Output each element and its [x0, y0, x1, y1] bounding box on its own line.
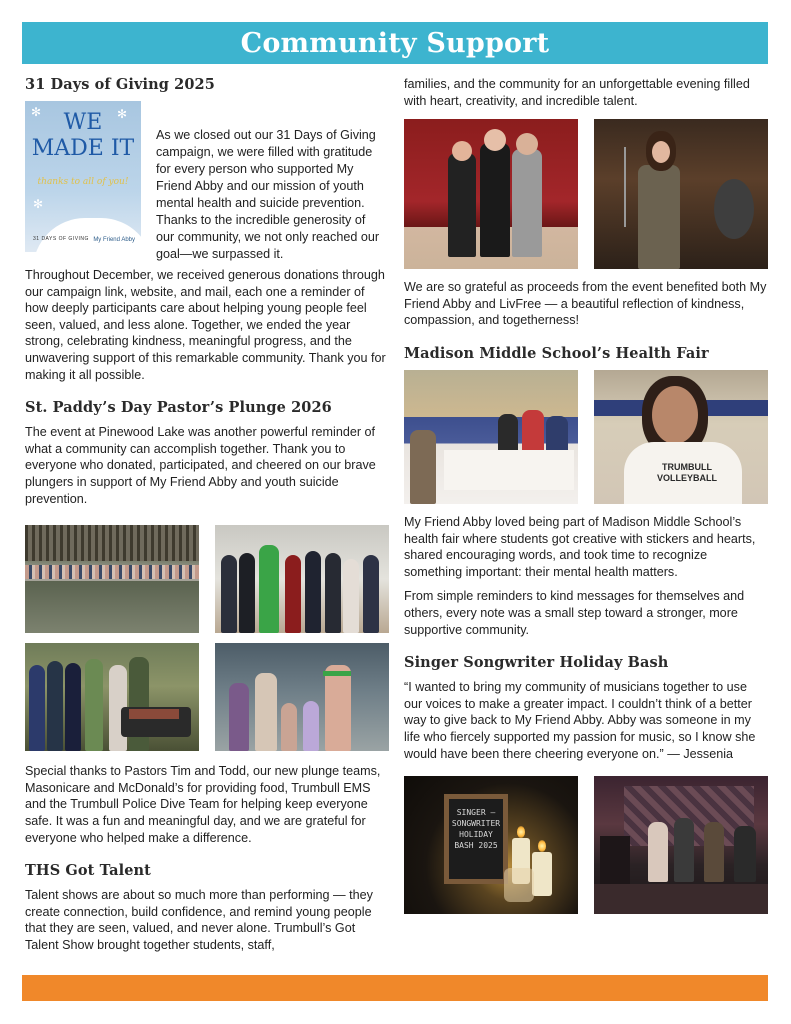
fair-body: My Friend Abby loved being part of Madison Middle School’s health fair where students got creative with stickers and hearts, shared encouraging words, and took time to recognize something important: their mental health matters. [404, 514, 756, 579]
page-title: Community Support [240, 27, 550, 59]
singer-performing-photo [594, 119, 768, 269]
fair-body-2: From simple reminders to kind messages for themselves and others, every note was a small step toward a stronger, more supportive community. [404, 589, 745, 637]
talent-continued: families, and the community for an unforgettable evening filled with heart, creativity, and incredible talent. [404, 77, 750, 108]
bash-quote: “I wanted to bring my community of musicians together to use our voices to make a greater impact. I couldn’t think of a better way to give back to My Friend Abby. Abby was someone in my life who fiercely supported my passion for music, so I know she would have been there cheering everyone on.” — Jessenia [404, 680, 756, 761]
snowflake-icon: ✻ [33, 197, 44, 211]
plunge-thanks: Special thanks to Pastors Tim and Todd, our new plunge teams, Masonicare and McDonald’s for providing food, Trumbull EMS and the Trumbull Police Dive Team for helping keep everyone safe. It was a fun and meaningful day, and we are grateful for everyone who helped make a difference. [25, 764, 381, 845]
left-column [25, 76, 391, 953]
snow-hill [33, 218, 141, 252]
food-tent-photo [25, 643, 199, 751]
talent-proceeds: We are so grateful as proceeds from the event benefited both My Friend Abby and LivFree — a beautiful reflection of kindness, compassion, and togetherness! [404, 280, 767, 328]
poster-logo: My Friend Abby [93, 237, 135, 243]
bash-heading: Singer Songwriter Holiday Bash [404, 654, 669, 672]
giving-intro: As we closed out our 31 Days of Giving campaign, we were filled with gratitude for every person who supported My Friend Abby and our mission of youth mental health and suicide prevention. Thanks to the incredible generosity of our community, we not only reached our goal—we surpassed it. [156, 128, 380, 261]
poster-made-it: MADE IT [31, 136, 135, 161]
footer-bar [22, 975, 768, 1001]
talent-group-photo [404, 119, 578, 269]
lake-photo [25, 525, 199, 633]
poster-script: thanks to all of you! [37, 177, 129, 187]
health-fair-table-photo [404, 370, 578, 504]
right-column [404, 76, 768, 914]
talent-body: Talent shows are about so much more than performing — they create connection, build confidence, and remind young people that they are seen, valued, and never alone. Trumbull’s Got Talent Show brought together students, staff, [25, 888, 373, 952]
header-banner [22, 22, 768, 64]
holiday-bash-sign-photo [404, 776, 578, 914]
giving-block [25, 101, 391, 261]
poster-we: WE [63, 110, 103, 135]
we-made-it-poster [25, 101, 141, 252]
snowflake-icon: ✻ [31, 105, 42, 119]
talent-photos [404, 119, 768, 269]
musicians-stage-photo [594, 776, 768, 914]
plunge-body: The event at Pinewood Lake was another powerful reminder of what a community can accomplish together. Thank you to everyone who donated, participated, and cheered on our brave plungers in support of My Friend Abby and youth suicide prevention. [25, 425, 376, 506]
snowflake-icon: ✻ [117, 107, 128, 121]
plunge-heading: St. Paddy’s Day Pastor’s Plunge 2026 [25, 399, 332, 417]
plunge-photos [25, 525, 391, 751]
fair-heading: Madison Middle School’s Health Fair [404, 344, 709, 362]
kids-plunge-photo [215, 643, 389, 751]
talent-heading: THS Got Talent [25, 862, 151, 880]
fair-photos [404, 370, 768, 504]
poster-small-text: 31 DAYS OF GIVING [33, 236, 89, 242]
shirt-text: TRUMBULL VOLLEYBALL [657, 461, 717, 483]
bash-photos [404, 776, 768, 914]
student-volleyball-shirt-photo [594, 370, 768, 504]
chalkboard-sign: SINGER — SONGWRITER HOLIDAY BASH 2025 [444, 794, 508, 884]
giving-heading: 31 Days of Giving 2025 [25, 76, 215, 93]
plunge-group-photo [215, 525, 389, 633]
giving-body: Throughout December, we received generous donations through our campaign link, website, and mail, each one a reminder of how deeply participants care about helping young people feel seen, valued, and less alone. Together, we ended the year strong, celebrating kindness, meaningful progress, and the unwavering support of this remarkable community. Thank you for making it all possible. [25, 268, 386, 382]
